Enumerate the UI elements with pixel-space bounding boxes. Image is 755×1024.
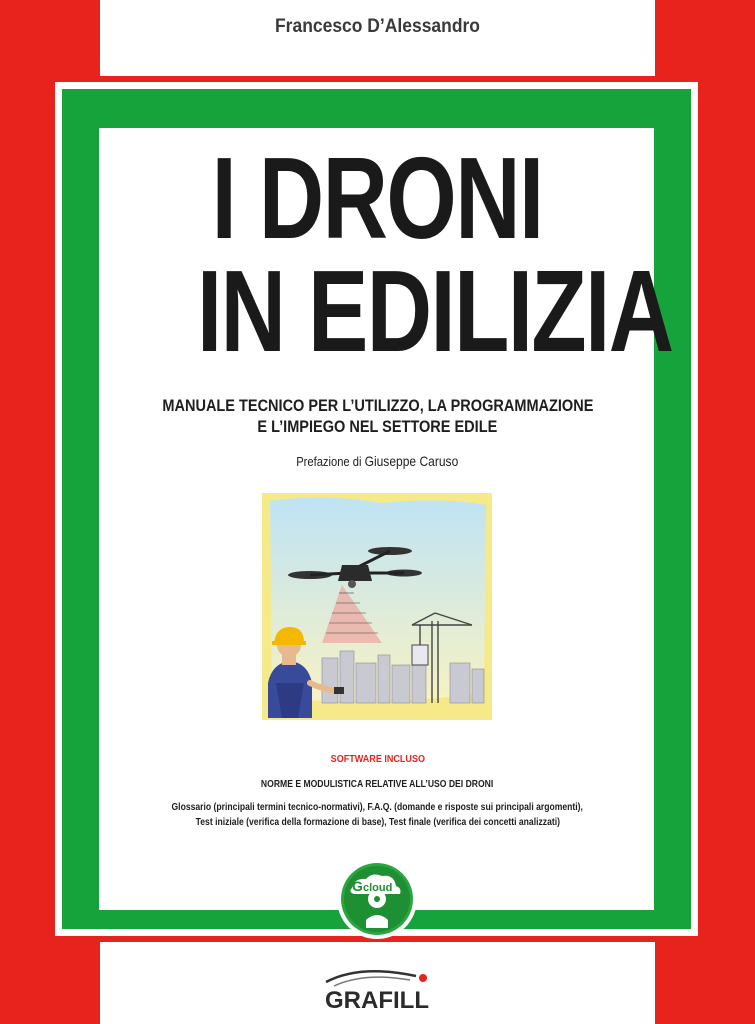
title-line-2: IN EDILIZIA: [197, 246, 673, 376]
software-included-label: SOFTWARE INCLUSO: [330, 753, 425, 765]
svg-text:G: G: [352, 878, 363, 894]
svg-text:GRAFILL: GRAFILL: [325, 987, 429, 1014]
preface-prefix: Prefazione di: [296, 454, 362, 469]
preface-author: Giuseppe Caruso: [364, 453, 459, 469]
title-line-1: I DRONI: [212, 133, 543, 263]
drone-illustration: [262, 493, 492, 720]
g-cloud-icon: [336, 858, 418, 940]
preface-line: [120, 453, 635, 469]
author-name: Francesco D’Alessandro: [275, 16, 480, 37]
norme-label: NORME E MODULISTICA RELATIVE ALL’USO DEI DRONI: [261, 779, 494, 790]
contents-line-2: Test iniziale (verifica della formazione di base), Test finale (verifica dei concetti analizzati): [195, 817, 560, 828]
svg-text:cloud: cloud: [363, 882, 393, 894]
contents-line-1: Glossario (principali termini tecnico-normativi), F.A.Q. (domande e risposte sui principali argomenti),: [171, 802, 584, 813]
subtitle-line-1: MANUALE TECNICO PER L’UTILIZZO, LA PROGRAMMAZIONE: [161, 397, 594, 415]
subtitle-line-2: E L’IMPIEGO NEL SETTORE EDILE: [257, 418, 498, 436]
grafill-logo: [320, 966, 435, 1014]
